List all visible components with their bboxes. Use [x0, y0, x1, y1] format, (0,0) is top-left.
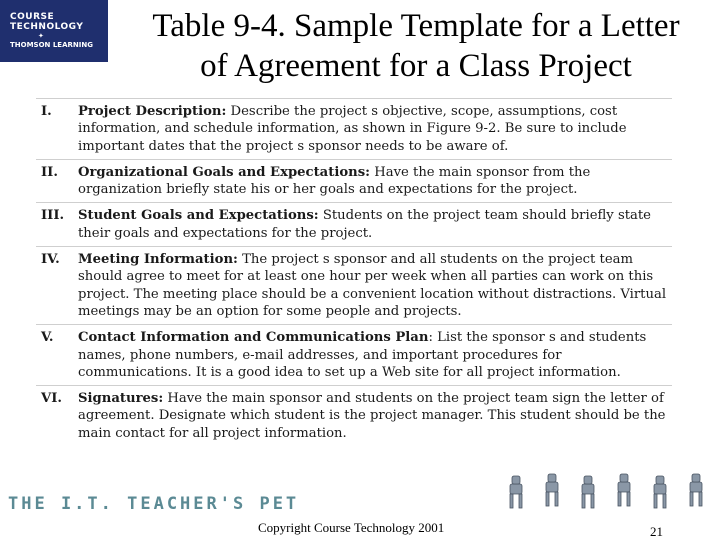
- logo-line-technology: TECHNOLOGY: [10, 22, 84, 32]
- robot-dog-icon: [582, 476, 594, 508]
- course-technology-logo: [0, 0, 108, 62]
- slide-title-line-2: of Agreement for a Class Project: [200, 48, 632, 84]
- row-heading: Contact Information and Communications Plan: [78, 330, 429, 346]
- table-row: [36, 246, 672, 324]
- row-number: I.: [41, 104, 52, 119]
- robot-dog-icon: [510, 476, 522, 508]
- row-number: III.: [41, 208, 65, 224]
- logo-line-course: COURSE: [10, 12, 55, 22]
- slide-title-line-1: Table 9-4. Sample Template for a Letter: [152, 8, 680, 44]
- row-heading: Organizational Goals and Expectations:: [78, 164, 371, 180]
- table-row: [36, 202, 672, 246]
- row-text: Students on the project team should briefly state their goals and expectations for the project.: [78, 208, 651, 241]
- robot-dog-icon: [690, 474, 702, 506]
- row-content: [78, 207, 672, 242]
- row-heading: Signatures:: [78, 391, 164, 407]
- table-row: [36, 324, 672, 385]
- row-text: The project s sponsor and all students on the project team should agree to meet for at least one hour per week when all parties can work on this project. The meeting place should be a convenient location without distractions. Virtual meetings may be an option for some people and projects.: [78, 252, 667, 319]
- row-content: [78, 103, 672, 155]
- robot-dog-icon: [654, 476, 666, 508]
- row-text: Describe the project s objective, scope, assumptions, cost information, and schedule information, as shown in Figure 9-2. Be sure to include important dates that the project s sponsor needs to be aware of.: [78, 104, 627, 154]
- row-text: Have the main sponsor and students on the project team sign the letter of agreement. Designate which student is the project manager. This student should be the main contact for all project information.: [78, 391, 666, 441]
- row-number: IV.: [41, 252, 60, 268]
- row-content: [78, 164, 672, 199]
- slide-title: [112, 6, 720, 86]
- row-number: VI.: [41, 391, 62, 407]
- page-number: 21: [650, 524, 663, 539]
- row-heading: Student Goals and Expectations:: [78, 208, 319, 224]
- row-text: Have the main sponsor from the organization briefly state his or her goals and expectations for the project.: [78, 164, 591, 198]
- table-row: [36, 385, 672, 446]
- table-row: [36, 159, 672, 203]
- copyright-text: Copyright Course Technology 2001: [258, 520, 445, 535]
- row-number: II.: [41, 164, 58, 180]
- robot-dog-icon: [546, 474, 558, 506]
- row-content: [78, 329, 672, 381]
- teachers-pet-banner: THE I.T. TEACHER'S PET: [8, 494, 300, 514]
- robot-dogs-decoration-icon: [500, 472, 718, 522]
- logo-line-thomson: THOMSON LEARNING: [10, 41, 93, 49]
- row-text: : List the sponsor s and students names, phone numbers, e-mail addresses, and important procedures for communications. It is a good idea to set up a Web site for all project information.: [78, 330, 647, 380]
- row-content: [78, 390, 672, 442]
- robot-dog-icon: [618, 474, 630, 506]
- table-row: [36, 98, 672, 159]
- row-heading: Project Description:: [78, 104, 227, 119]
- row-heading: Meeting Information:: [78, 252, 238, 268]
- agreement-template-table: [36, 98, 672, 446]
- row-content: [78, 251, 672, 320]
- row-number: V.: [41, 330, 54, 346]
- logo-star-icon: ✦: [38, 32, 44, 40]
